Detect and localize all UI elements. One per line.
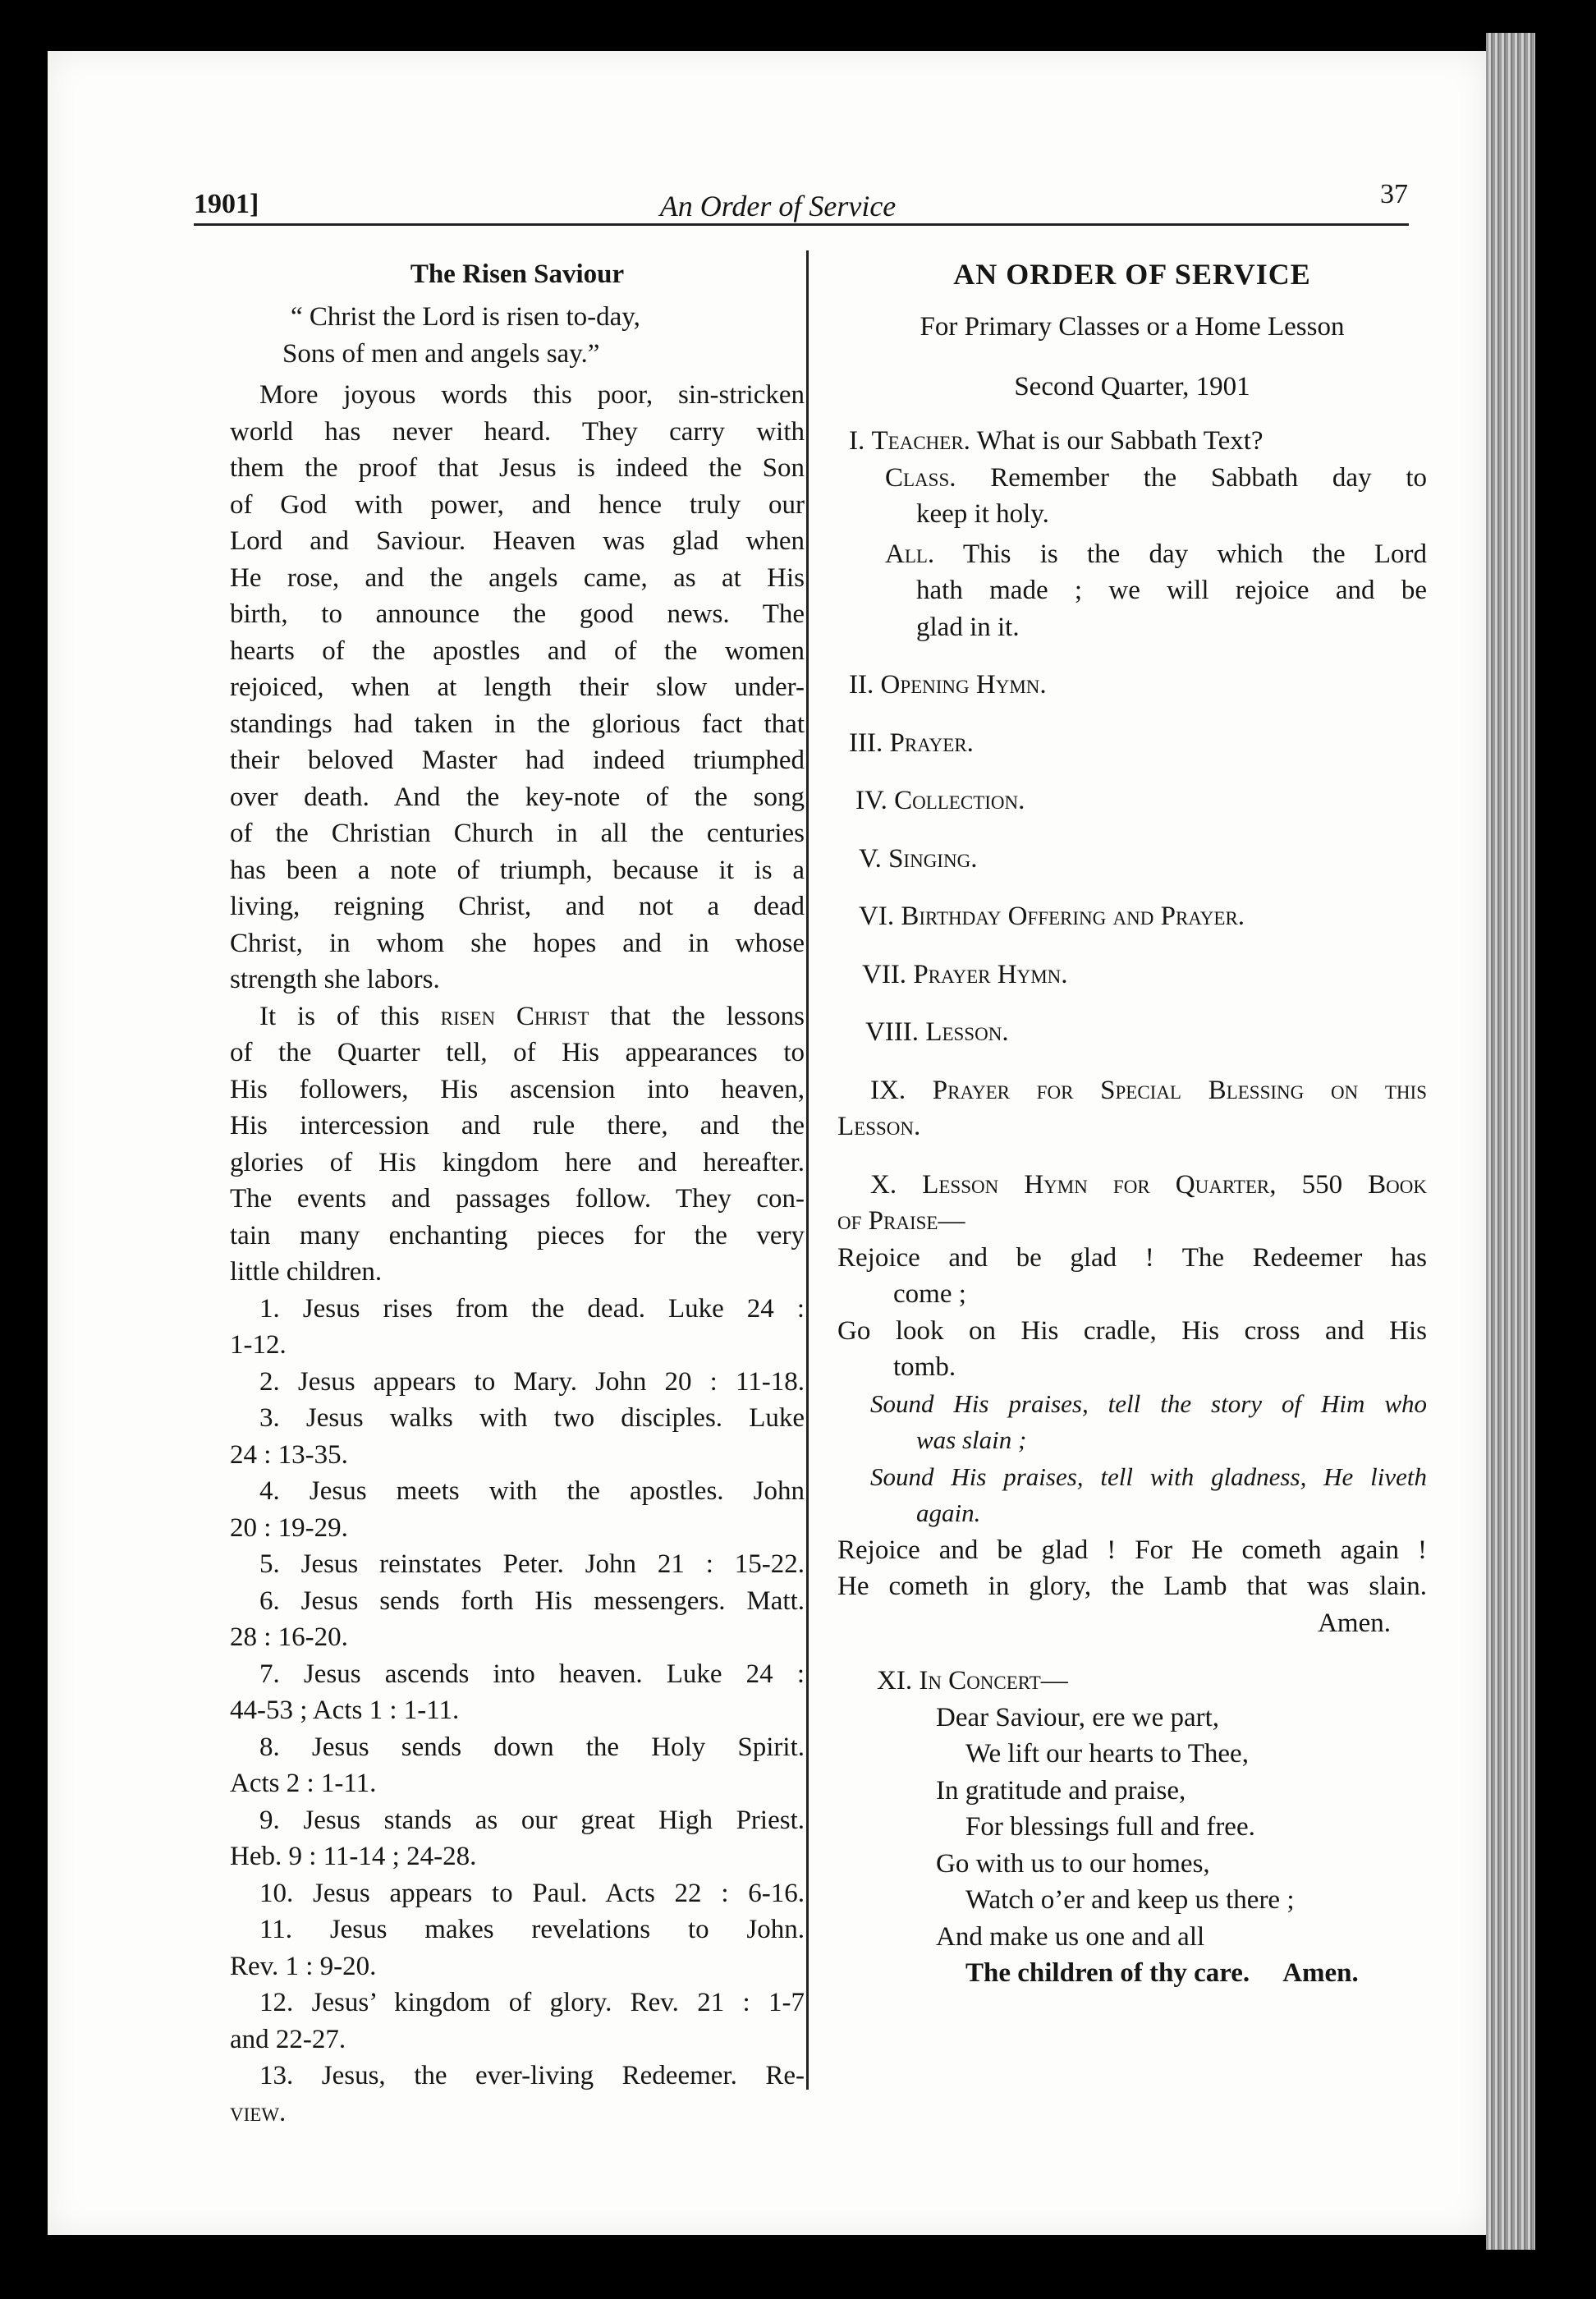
text-line: glories of His kingdom here and hereafter. <box>230 1147 805 1177</box>
order-item-2: II. Opening Hymn. <box>849 670 1047 700</box>
order-item-10: X. Lesson Hymn for Quarter, 550 Book <box>870 1169 1428 1200</box>
concert-line: We lift our hearts to Thee, <box>965 1739 1249 1769</box>
order-item-8: VIII. Lesson. <box>865 1017 1009 1047</box>
lesson-item: 6. Jesus sends forth His messengers. Matt. <box>259 1585 805 1616</box>
hymn-line: tomb. <box>893 1352 956 1382</box>
text-line: The events and passages follow. They con- <box>230 1184 805 1214</box>
lesson-item: 9. Jesus stands as our great High Priest. <box>259 1805 805 1835</box>
order-item-1: I. Teacher. What is our Sabbath Text? <box>849 426 1264 456</box>
header-year: 1901] <box>194 189 259 219</box>
text-line: More joyous words this poor, sin-stricken <box>259 380 805 410</box>
concert-line: For blessings full and free. <box>965 1812 1255 1842</box>
text-line: It is of this risen Christ that the lessons <box>259 1001 805 1031</box>
hymn-refrain: Sound His praises, tell with gladness, He liveth <box>870 1462 1427 1491</box>
hymn-line: Rejoice and be glad ! The Redeemer has <box>837 1242 1427 1273</box>
lesson-ref: 28 : 16-20. <box>230 1622 348 1652</box>
text-line: living, reigning Christ, and not a dead <box>230 892 805 921</box>
order-item-10-cont: of Praise— <box>837 1206 965 1236</box>
lesson-list <box>230 1291 805 2132</box>
lesson-item: 3. Jesus walks with two disciples. Luke <box>259 1403 805 1433</box>
text-line: world has never heard. They carry with <box>230 416 805 447</box>
order-title: AN ORDER OF SERVICE <box>953 258 1311 291</box>
text-line: over death. And the key-note of the song <box>230 782 805 812</box>
class-response-cont: keep it holy. <box>916 499 1049 529</box>
text-line: them the proof that Jesus is indeed the Son <box>230 453 805 483</box>
lesson-item: 13. Jesus, the ever-living Redeemer. Re- <box>259 2061 805 2090</box>
concert-line: Go with us to our homes, <box>936 1848 1210 1879</box>
lesson-item: 7. Jesus ascends into heaven. Luke 24 : <box>259 1659 805 1689</box>
text-line: of the Christian Church in all the centuries <box>230 819 805 848</box>
text-line: Lord and Saviour. Heaven was glad when <box>230 526 805 556</box>
header-running-title: An Order of Service <box>659 190 897 223</box>
lesson-ref: and 22-27. <box>230 2024 346 2054</box>
lesson-ref: 44-53 ; Acts 1 : 1-11. <box>230 1696 460 1725</box>
lesson-ref: Heb. 9 : 11-14 ; 24-28. <box>230 1842 477 1871</box>
page-number: 37 <box>1380 179 1408 209</box>
lesson-ref: 20 : 19-29. <box>230 1512 348 1543</box>
lesson-item: 10. Jesus appears to Paul. Acts 22 : 6-16. <box>259 1878 805 1908</box>
text-line: their beloved Master had indeed triumphed <box>230 746 805 775</box>
text-line: His intercession and rule there, and the <box>230 1111 805 1140</box>
hymn-line: Rejoice and be glad ! For He cometh again ! <box>837 1535 1427 1565</box>
risen-christ-smallcaps: risen Christ <box>440 1001 589 1031</box>
concert-prayer <box>837 1700 1427 1992</box>
order-item-11: XI. In Concert— <box>877 1666 1068 1696</box>
order-item-5: V. Singing. <box>859 843 978 874</box>
lesson-item: 12. Jesus’ kingdom of glory. Rev. 21 : 1-7 <box>259 1988 805 2017</box>
text-line: standings had taken in the glorious fact that <box>230 709 805 739</box>
concert-line: Dear Saviour, ere we part, <box>936 1702 1220 1732</box>
text-line: He rose, and the angels came, as at His <box>230 562 805 593</box>
concert-line: And make us one and all <box>936 1921 1205 1952</box>
lesson-item: 8. Jesus sends down the Holy Spirit. <box>259 1732 805 1762</box>
text-line: birth, to announce the good news. The <box>230 599 805 629</box>
hymn-line: He cometh in glory, the Lamb that was slain. <box>837 1572 1427 1601</box>
all-response: All. This is the day which the Lord <box>885 539 1427 569</box>
all-response-cont: hath made ; we will rejoice and be <box>916 576 1427 605</box>
hymn-refrain: Sound His praises, tell the story of Him who <box>870 1388 1427 1418</box>
running-header <box>148 179 1408 223</box>
order-item-9: IX. Prayer for Special Blessing on this <box>870 1075 1427 1105</box>
order-item-6: VI. Birthday Offering and Prayer. <box>859 902 1245 931</box>
all-response-cont: glad in it. <box>916 612 1020 642</box>
paragraph-1 <box>230 377 805 998</box>
lesson-hymn <box>837 1240 1427 1642</box>
order-subtitle: For Primary Classes or a Home Lesson <box>920 312 1345 342</box>
text-line: His followers, His ascension into heaven, <box>230 1074 805 1104</box>
class-response: Class. Remember the Sabbath day to <box>885 462 1427 493</box>
page-edge <box>1486 33 1535 2250</box>
hymn-line: Go look on His cradle, His cross and His <box>837 1315 1427 1346</box>
concert-amen: Amen. <box>1282 1958 1359 1988</box>
order-quarter: Second Quarter, 1901 <box>1014 371 1250 402</box>
hymn-amen: Amen. <box>1318 1608 1391 1638</box>
text-line: little children. <box>230 1257 383 1287</box>
order-item-3: III. Prayer. <box>849 727 974 758</box>
hymn-refrain: again. <box>916 1498 981 1527</box>
verse-line: “ Christ the Lord is risen to-day, <box>291 302 640 332</box>
column-divider <box>806 250 809 2090</box>
lesson-item: 1. Jesus rises from the dead. Luke 24 : <box>259 1293 805 1324</box>
order-item-9-cont: Lesson. <box>837 1112 921 1141</box>
article-title: The Risen Saviour <box>410 259 625 289</box>
text-line: has been a note of triumph, because it is a <box>230 855 805 885</box>
lesson-ref: view. <box>230 2097 287 2127</box>
concert-line: Watch o’er and keep us there ; <box>965 1885 1295 1915</box>
lesson-item: 4. Jesus meets with the apostles. John <box>259 1476 805 1506</box>
lesson-ref: 24 : 13-35. <box>230 1439 348 1470</box>
lesson-item: 2. Jesus appears to Mary. John 20 : 11-18. <box>259 1366 805 1397</box>
concert-line: In gratitude and praise, <box>936 1775 1186 1806</box>
left-column <box>230 256 805 2131</box>
right-column <box>837 256 1427 1992</box>
header-rule <box>194 223 1409 226</box>
paragraph-2 <box>230 998 805 1291</box>
text-line: tain many enchanting pieces for the very <box>230 1220 805 1250</box>
verse-line: Sons of men and angels say.” <box>282 338 600 369</box>
text-line: Christ, in whom she hopes and in whose <box>230 928 805 958</box>
lesson-ref: Acts 2 : 1-11. <box>230 1769 377 1798</box>
text-line: of the Quarter tell, of His appearances to <box>230 1038 805 1067</box>
text-line: hearts of the apostles and of the women <box>230 636 805 666</box>
text-line: of God with power, and hence truly our <box>230 489 805 520</box>
hymn-refrain: was slain ; <box>916 1425 1027 1454</box>
lesson-ref: 1-12. <box>230 1330 287 1360</box>
lesson-item: 11. Jesus makes revelations to John. <box>259 1915 805 1944</box>
lesson-ref: Rev. 1 : 9-20. <box>230 1951 377 1981</box>
text-line: strength she labors. <box>230 965 440 994</box>
lesson-item: 5. Jesus reinstates Peter. John 21 : 15-22. <box>259 1549 805 1579</box>
order-item-4: IV. Collection. <box>855 786 1025 815</box>
text-line: rejoiced, when at length their slow under- <box>230 672 805 702</box>
order-item-7: VII. Prayer Hymn. <box>862 959 1068 989</box>
concert-line: The children of thy care. Amen. <box>965 1958 1359 1988</box>
hymn-line: come ; <box>893 1279 966 1309</box>
